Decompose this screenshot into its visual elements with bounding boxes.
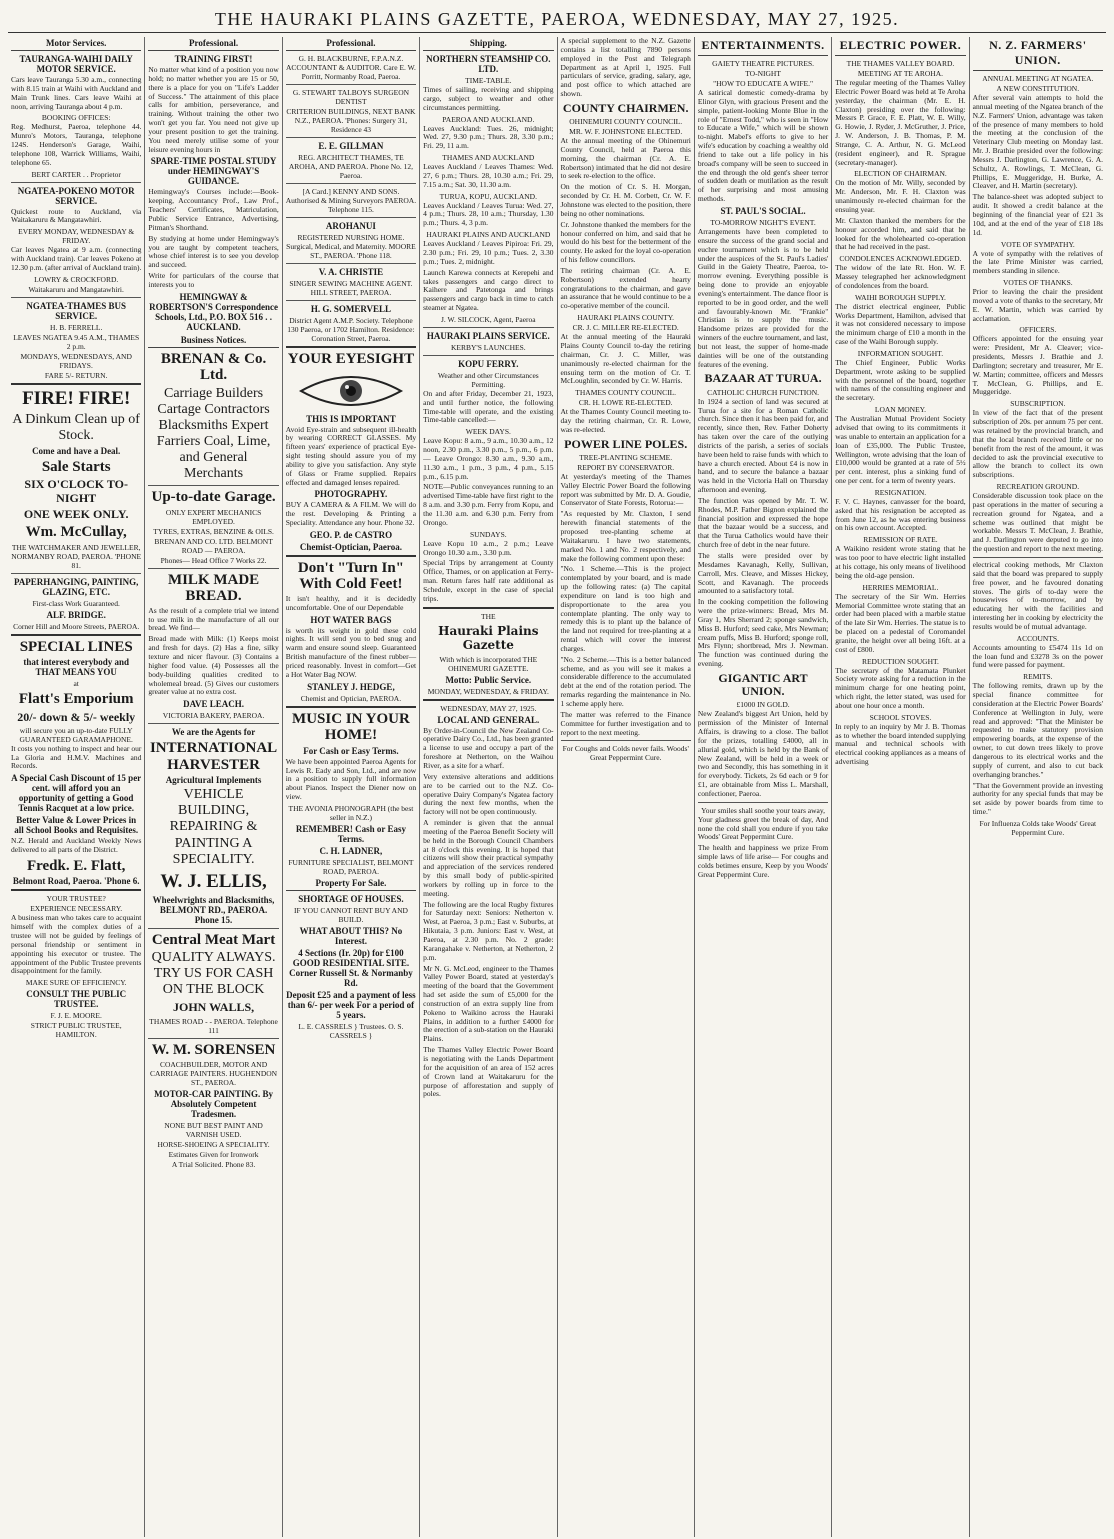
hp-county: HAURAKI PLAINS COUNTY. [577,313,675,323]
section-head-business: Business Notices. [148,334,278,348]
thanks-text: Prior to leaving the chair the president moved a vote of thanks to the secretary, Mr E. W. Martin, which was carried by acclamation. [972,287,1103,323]
local-text-2: Very extensive alterations and additions are to be carried out to the N.Z. Co-operative Dairy Company's Ngatea factory during the next few months, when the factory will not be open continuously. [423,771,554,817]
central-meat: Central Meat Mart [151,931,276,948]
gaiety: GAIETY THEATRE PICTURES. [712,59,814,68]
local-text-6: The Thames Valley Electric Power Board is negotiating with the Lands Department for the acquisition of an area of 152 acres of Crown land at Waitakaruru for the purpose of afforestation and supply of poles. [423,1045,554,1099]
hauraki-auckland: HAURAKI PLAINS AND AUCKLAND [426,230,551,240]
kopu-ferry: KOPU FERRY. [458,358,519,369]
spare-text: Hemingway's Courses include:—Book-keeping, Accountancy Prof., Law Prof., Teachers' Certificates, Matriculation, Public Service Entrance, Advertising, Pitman's Shorthand. [148,187,279,232]
resignation-text: F. V. C. Haynes, canvasser for the board, asked that his resignation be accepted as from June 12, as he was entering business on his own account. Accepted. [835,496,966,533]
turn-text: It isn't healthy, and it is decidedly uncomfortable. One of our Dependable [285,593,417,612]
kopu-text: On and after Friday, December 21, 1923, and until further notice, the following Time-table will operate, and the existing Time-table cancelled:— [423,388,554,425]
northern: NORTHERN STEAMSHIP CO. LTD. [426,54,551,74]
kopu-notice: NOTE—Public conveyances running to an advertised Time-table have first right to the 8 a.m. and 3.30 p.m. Ferry from Kopu, and the 11.30 a.m. and 6.30 p.m. Ferry from Orongo. [423,482,554,527]
gazette-sub: With which is incorporated THE OHINEMURI GAZETTE. [439,654,538,673]
loan: LOAN MONEY. [874,405,926,415]
hotwater-text: is worth its weight in gold these cold nights. It will send you to bed snug and warm and ensure sound sleep. Guaranteed British manufacture of the finest rubber—priced reasonably. Invest in comfort—Get a Hot Water Bag NOW. [285,625,417,679]
gazette-the: THE [481,611,496,621]
bazaar-text-4: In the cooking competition the following were the prize-winners: Bread, Mrs M. Gray 1, Mrs Sherrard 2; sponge sandwich, Miss B. Hurford; seed cake, Mrs Newman; cream puffs, Miss B. Hurford; sponge roll, Mrs Flynn; shortbread, Mrs J. Newman. The function was continued during the evening. [697,597,829,669]
ngatea-text: Quickest route to Auckland, via Waitakaruru & Mangatawhiri. [11,206,142,225]
meeting-text: The regular meeting of the Thames Valley Electric Power Board was held at Te Aroha yesterday, the chairman (Mr. E. H. Claxton) presiding over the following: Messrs P. Grace, F. E. Platt, W. E. Willy, G. Howie, J. Ryder, J. McGruther, J. Price, J. W. Anderson, J. B. Thomas, P. M. Strange, C. A. Arthur, N. G. McLeod (resident engineer), and R. Sprague (secretary-manager). [835,78,966,167]
deposit: Deposit £25 and a payment of less than 6/- per week For a period of 5 years. [286,989,416,1020]
tonight: TO-NIGHT [745,69,781,78]
blackburne: G. H. BLACKBURNE, F.P.A.N.Z. ACCOUNTANT & AUDITOR. Care E. W. Porritt, Normanby Road, Paeroa. [285,54,416,81]
tyres: TYRES, EXTRAS, BENZINE & OILS. [153,526,274,536]
meeting: MEETING AT TE AROHA. [857,69,943,78]
shortage: SHORTAGE OF HOUSES. [298,893,404,904]
stoves-text: In reply to an inquiry by Mr J. B. Thomas as to whether the board intended supplying manual and technical schools with electrical cooking appliances as a means of advertising [835,721,966,767]
local-text-5: Mr N. G. McLeod, engineer to the Thames Valley Power Board, stated at yesterday's meeting of the board that the Government had set aside the sum of £5,000 for the construction of an extra supply line from Pokeno to Waikino across the Hauraki Plains, in addition to a further £4000 for the erection of a sub-station on the Hauraki Plains. [423,963,554,1044]
annual-text: After several vain attempts to hold the annual meeting of the Ngatea branch of the N.Z. Farmers' Union, advantage was taken of the presence of many members to hold the meeting at the conclusion of the Veterinary Club meeting on Monday last. Mr. J. Brathie presided over the following: Messrs J. Darlington, G. Lawrence, G. A. Schultz, A. Rowlings, T. McClean, G. Phillips, E. Muggeridge, H. Burke, A. Cleaver, and H. Martin (secretary). [972,93,1103,191]
ohinemuri: OHINEMURI COUNTY COUNCIL. [569,117,683,127]
dinkum: A Dinkum Clean up of Stock. [12,411,140,443]
section-head-entertainments: ENTERTAINMENTS. [698,37,828,56]
prize: £1000 IN GOLD. [736,700,790,710]
column-8 [970,37,1106,1537]
power-text-4: "No. 2 Scheme.—This is a better balanced scheme, and as you will see it makes a considerable difference to the accumulated debt at the end of the rotation period. The remarks regarding the maintenance in No. 1 scheme apply here. [560,654,691,708]
walls-sub: THAMES ROAD - - PAEROA. Telephone 111 [149,1016,278,1035]
booking-text: Reg. Medhurst, Paeroa, telephone 44. Munro's Motors, Tauranga, telephone 124S. Henderson's Garage, Waihi, telephone 108, Warrick Williams, Waihi, telephone 65. [11,122,142,167]
kopu-times: Leave Kopu: 8 a.m., 9 a.m., 10.30 a.m., 12 noon, 2.30 p.m., 3.30 p.m., 5 p.m., 6 p.m. — Leave Orongo: 8.30 a.m., 9.30 a.m., 11.30 a.m., 1 p.m., 3 p.m., 4 p.m., 5.15 p.m., 6.15 p.m. [423,436,554,481]
paperhanging: PAPERHANGING, PAINTING, GLAZING, ETC. [13,576,139,597]
st-paul: ST. PAUL'S SOCIAL. [720,205,806,216]
milk-text: As the result of a complete trial we intend to use milk in the manufacture of all our bread. We find— [148,605,279,633]
power-text-3: "No. 1 Scheme.—This is the project contemplated by your board, and is made up the following rates: (a) The capital expenditure on land is too high and disproportionate to the area you contemplate planting. The only way to remedy this is to plant up the balance of the land not required for tree-planting at a rental which will cover the interest charges. [560,564,691,653]
section-head-property: Property For Sale. [286,877,416,891]
turn-in: Don't "Turn In" With Cold Feet! [297,559,405,593]
ha-times: Leaves Auckland / Leaves Pipiroa: Fri. 29, 2.30 p.m.; Fri. 29, 10 p.m.; Tues. 2, 3.30 p.m.; Tues. 2, midnight. [423,239,554,266]
column-2 [145,37,282,1537]
report: REPORT BY CONSERVATOR. [577,462,675,472]
remits-text: The following remits, drawn up by the special finance committee for consideration at the Electric Power Boards' Conference at Wellington in July, were read and approved: "That the Minister be requested to make statutory provision empowering boards, at the expense of the owner, to cut down trees likely to prove dangerous to its electrical works and the supply of current, and also to cut back overhanging branches." [972,681,1103,779]
smiles: Your smiles shall soothe your tears away, [701,805,826,815]
section-head-farmers: N. Z. FARMERS' UNION. [973,37,1103,71]
issue-date: WEDNESDAY, MAY 27, 1925. [440,703,537,713]
important-text: Avoid Eye-strain and subsequent ill-health by wearing CORRECT GLASSES. My fifteen years' experience of practical Eye-sight testing should assure you of my ability to give you satisfaction. Any style of Glass or Frame supplied. Repairs effected and damaged lenses repaired. [285,424,417,487]
hot-water: HOT WATER BAGS [310,614,392,625]
kopu-sub: Weather and other Circumstances Permitting. [437,370,539,389]
condolences-text: The widow of the late Rt. Hon. W. F. Massey telegraphed her acknowledgment of condolences from the board. [835,263,966,290]
electrical-text: electrical cooking methods, Mr Claxton said that the board was prepared to supply free power, and he favoured donating stoves. The girls of to-day were the housewives of to-morrow, and by educating her with the facilities and interesting her in cooking by electricity the results would be of mutual advantage. [972,559,1103,631]
remits: REMITS. [1023,672,1053,682]
turua-kopu: TURUA, KOPU, AUCKLAND. [439,191,537,201]
casstrels: L. E. CASSRELS } Trustees. O. S. CASSRELS } [298,1021,404,1040]
reduction-text: The secretary of the Matamata Plunket Society wrote asking for a reduction in the minimum charge for one heating point, which right, the letter stated, was used for about one hour once a month. [835,665,966,710]
important: THIS IS IMPORTANT [306,413,396,424]
mccullay: Wm. McCullay, [25,524,127,540]
subscription: SUBSCRIPTION. [1010,399,1066,409]
johnstone-text: At the annual meeting of the Ohinemuri County Council, held at Paeroa this morning, the chairman (Cr. A. E. Robertson) intimated that he did not desire to seek re-election to the office. [560,136,691,181]
launch: Launch Karewa connects at Kerepehi and takes passengers and cargo direct to Kaihere and Patetonga and brings passengers and cargo back in time to catch steamer at Ngatea. [423,267,554,313]
remission-text: A Waikino resident wrote stating that he was too poor to have electric light installed at his cottage, his only means of livelihood being the old-age pension. [835,544,966,580]
write-for: Write for particulars of the course that interests you to [148,271,279,289]
estimates: Estimates Given for Ironwork [168,1150,259,1160]
moore-sub: STRICT PUBLIC TRUSTEE, HAMILTON. [30,1021,122,1040]
officers: OFFICERS. [1019,325,1057,335]
special-at: at [73,679,79,688]
bus-times: LEAVES NGATEA 9.45 A.M., THAMES 2 p.m. [13,332,140,351]
what-about: WHAT ABOUT THIS? No Interest. [299,925,403,946]
flatt-emporium: Flatt's Emporium [18,691,134,707]
intro-text: A special supplement to the N.Z. Gazette contains a list totalling 7890 persons employed in the Post and Telegraph Department as at April 1, 1925. Full particulars of service, grading, salary, age, and post office to which attached are shown. [560,37,691,99]
paul-sub: TO-MORROW NIGHT'S EVENT. [710,217,816,227]
bus-fare: FARE 5/- RETURN. [44,370,108,380]
special-sub: that interest everybody and THAT MEANS YOU [23,657,129,677]
sun-times: Leave Kopu 10 a.m., 2 p.m.; Leave Orongo 10.30 a.m., 3.30 p.m. [423,538,554,557]
ngatea-days: EVERY MONDAY, WEDNESDAY & FRIDAY. [18,227,135,246]
experience: EXPERIENCE NECESSARY. [30,904,123,914]
trial: A Trial Solicited. Phone 83. [171,1160,256,1170]
shortage-text: IF YOU CANNOT RENT BUY AND BUILD. [293,905,408,924]
tauranga-text: Cars leave Tauranga 5.30 a.m., connecting with 8.15 train at Waihi with Auckland and Main Trunk lines. Cars leave Waihi at noon, arriving Tauranga about 4 p.m. [11,75,142,111]
special-trips: Special Trips by arrangement at County Office, Thames, or on application at Ferry-man. Return fares half rate additional as Schedule, except in the case of special trips. [423,558,554,603]
brenan: BRENAN & Co. Ltd. [160,350,267,384]
music-text: We have been appointed Paeroa Agents for Lewis R. Eady and Son, Ltd., and are now in a position to supply full information about Pianos. Inspect the Diener now on view. [285,756,417,802]
horse: HORSE-SHOEING A SPECIALITY. [157,1140,270,1150]
fredk-sub: Belmont Road, Paeroa. 'Phone 6. [12,876,140,887]
loan-text: The Australian Mutual Provident Society advised that owing to its commitments it was unable to entertain an application for a loan of £35,000. The Public Trustee, Wellington, wrote advising that the loan of £10,000 would be granted at a rate of 5½ per cent. interest, plus a sinking fund of one per cent. for a term of twenty years. [835,414,966,486]
local-text-1: By Order-in-Council the New Zealand Co-operative Dairy Co., Ltd., has been granted a license to use and occupy a part of the foreshore at Netherton, on the Waihou River, as a site for a wharf. [423,725,554,770]
mccullay-sub: THE WATCHMAKER AND JEWELLER, NORMANBY ROAD, PAEROA. 'PHONE 81. [11,542,142,570]
masthead: THE HAURAKI PLAINS GAZETTE, PAEROA, WEDNESDAY, MAY 27, 1925. [8,6,1106,33]
castro-sub: Chemist-Optician, Paeroa. [299,541,402,552]
condolences: CONDOLENCES ACKNOWLEDGED. [839,254,962,264]
power-poles: POWER LINE POLES. [564,436,688,451]
column-5 [558,37,695,1537]
meat-text: QUALITY ALWAYS. TRY US FOR CASH ON THE BLOCK [151,950,276,998]
resignation: RESIGNATION. [874,487,927,497]
johnstone-text-2: On the motion of Cr. S. H. Morgan, seconded by Cr. H. M. Corbett, Cr. W. F. Johnstone was elected to the position, there being no other nominations. [560,182,691,218]
sympathy-text: A vote of sympathy with the relatives of the late Prime Minister was carried, members standing in silence. [972,248,1103,276]
column-4 [420,37,557,1537]
leach-sub: VICTORIA BAKERY, PAEROA. [162,711,265,721]
proprietor: BERT CARTER . . Proprietor [31,169,121,179]
castro: GEO. P. de CASTRO [309,529,393,540]
bus-title: NGATEA-THAMES BUS SERVICE. [26,300,126,321]
power-text-5: The matter was referred to the Finance Committee for further investigation and to report to the next meeting. [560,709,691,737]
coughs: For Coughs and Colds never fails. Woods' Great Peppermint Cure. [562,744,689,763]
one-week: ONE WEEK ONLY. [23,506,129,521]
dave-leach: DAVE LEACH. [183,699,244,710]
avonia: THE AVONIA PHONOGRAPH (the best seller in N.Z.) [288,803,414,822]
election-text: On the motion of Mr. Willy, seconded by Mr. Anderson, Mr. F. H. Claxton was unanimously re-elected chairman for the ensuing year. [835,178,966,214]
johnstone: MR. W. F. JOHNSTONE ELECTED. [569,127,683,137]
waihi: WAIHI BOROUGH SUPPLY. [854,292,946,302]
talboys: G. STEWART TALBOYS SURGEON DENTIST [292,88,410,106]
vehicle: VEHICLE BUILDING, REPAIRING & PAINTING A SPECIALITY. [169,787,258,867]
training-text: No matter what kind of a position you now hold; no matter whether you are 15 or 50, there is a place for you on "Life's Ladder of Success." The attainment of this place calls for ambition, perseverance, and training. Without training the other two won't get you far. You need not give up your present position to get the training. You need merely utilise some of your leisure evening hours in [148,65,279,154]
nz-herald: N.Z. Herald and Auckland Weekly News delivered to all parts of the District. [11,836,142,855]
wife-text: A satirical domestic comedy-drama by Elinor Glyn, with gracious Present and the simple, patient-looking Monte Blue in the role of "Ernest Todd," who is seen in "How to Educate a Wife," which will be shown to-night. Mabel's efforts to give to her wife's education by coaching a wealthy old friend to take out a life policy in his broad's company will be seen to succeed in the end through the old gent's sheer terror of sudden death or mutilation as the result of her surprising and most amusing methods. [697,88,829,204]
bus-days: MONDAYS, WEDNESDAYS, AND FRIDAYS. [20,351,132,370]
miller: CR. J. C. MILLER RE-ELECTED. [572,323,679,333]
fredk-flatt: Fredk. E. Flatt, [26,857,126,874]
johnstone-text-3: Cr. Johnstone thanked the members for the honour conferred on him, and said that he would do his best for the betterment of the county. He asked for the loyal co-operation of his fellow councillors. [560,219,691,265]
remember: REMEMBER! Cash or Easy Terms. [295,823,406,844]
column-3 [283,37,420,1537]
bridge-sub: Corner Hill and Moore Streets, PAEROA. [13,621,140,631]
your-eyesight: YOUR EYESIGHT [287,351,415,367]
bazaar-text-2: The function was opened by Mr. T. W. Rhodes, M.P. Father Bignon explained the financial position and expressed the hope that the bazaar would be a success, and that the Turua Catholics would have their church free of debt in the near future. [697,495,829,550]
discount: A Special Cash Discount of 15 per cent. will afford you an opportunity of getting a Good Tennis Racquet at a low price. [11,773,142,814]
photo-text: BUY A CAMERA & A FILM. We will do the rest. Developing & Printing a Speciality. Attendance any hour. Phone 32. [285,500,417,528]
johnstone-text-4: The retiring chairman (Cr. A. E. Robertson) extended hearty congratulations to the chairman, and gave an assurance that he would continue to be a co-operative member of the council. [560,265,691,311]
music-home: MUSIC IN YOUR HOME! [292,710,410,744]
harvester: INTERNATIONAL HARVESTER [149,740,278,773]
sundays: SUNDAYS. [470,529,507,539]
ladner: C. H. LADNER, [319,845,383,856]
tree-planting: TREE-PLANTING SCHEME. [579,452,673,462]
catholic: CATHOLIC CHURCH FUNCTION. [707,387,819,397]
gram-text: It costs you nothing to inspect and hear our La Gloria and H.M.V. Machines and Records. [11,743,142,771]
section-head-shipping: Shipping. [423,37,553,51]
kerby: KERBY'S LAUNCHES. [450,342,526,352]
sympathy: VOTE OF SYMPATHY. [1000,239,1075,249]
publish-days: MONDAY, WEDNESDAY, & FRIDAY. [427,686,549,696]
influenza: For Influenza Colds take Woods' Great Peppermint Cure. [979,818,1097,837]
bus-owner: H. B. FERRELL. [50,322,103,332]
arohanui-sub: REGISTERED NURSING HOME. Surgical, Medical, and Maternity. MOORE ST., PAEROA. 'Phone 118. [286,233,416,260]
lowry: LOWRY & CROCKFORD. [34,274,119,284]
recreation: RECREATION GROUND. [996,482,1080,492]
section-head-professional-2: Professional. [286,37,416,51]
hps: HAURAKI PLAINS SERVICE. [426,330,550,341]
milk-points: Bread made with Milk: (1) Keeps moist and fresh for days. (2) Has a fine, silky texture and nicer flavour. (3) Contains a higher food value. (4) Possesses all the body-building qualities credited to wholemeal bread. (5) Gives our customers greater value at no extra cost. [148,634,279,697]
moore: F. J. E. MOORE. [50,1011,102,1021]
phones: Phones— Head Office 7 Works 22. [160,555,267,565]
motto: Motto: Public Service. [445,674,532,685]
election: ELECTION OF CHAIRMAN. [854,169,947,179]
photography: PHOTOGRAPHY. [314,489,388,500]
section-head-professional: Professional. [148,37,278,51]
column-7 [832,37,969,1537]
bazaar: BAZAAR AT TURUA. [704,371,822,386]
harvester-sub: Agricultural Implements [165,775,262,786]
ladner-sub: FURNITURE SPECIALIST, BELMONT ROAD, PAEROA. [288,857,414,876]
lowry-sub: Waitakaruru and Mangatawhiri. [28,284,124,294]
spare-text-2: By studying at home under Hemingway's you are taught by competent teachers, whose chief interest is to see you develop and succeed. [148,233,279,270]
timetable: TIME-TABLE. [465,76,512,85]
election-text-2: Mr. Claxton thanked the members for the honour accorded him, and said that he looked for the wholehearted co-operation that he had received in the past. [835,215,966,252]
sorensen-sub: COACHBUILDER, MOTOR AND CARRIAGE PAINTERS. HUGHENDON ST., PAEROA. [150,1060,278,1088]
reduction: REDUCTION SOUGHT. [861,656,939,666]
accounts: ACCOUNTS. [1016,633,1059,643]
thanks: VOTES OF THANKS. [1002,278,1073,288]
hemingway: HEMINGWAY & ROBERTSON'S Correspondence Schools, Ltd., P.O. BOX 516 . . AUCKLAND. [149,291,278,332]
hedge: STANLEY J. HEDGE, [307,681,395,692]
eye-illustration-icon [296,371,406,411]
somervell-sub: District Agent A.M.P. Society. Telephone 130 Paeroa, or 1702 Hamilton. Residence: Coronation Street, Paeroa. [287,316,415,343]
garage: Up-to-date Garage. [151,489,276,506]
school-stoves: SCHOOL STOVES. [869,712,932,722]
kenny: [A Card.] KENNY AND SONS. Authorised & Mining Surveyors PAEROA. Telephone 115. [285,187,417,214]
section-head-electric: ELECTRIC POWER. [835,37,965,56]
annual: ANNUAL MEETING AT NGATEA. [982,74,1094,83]
ellis-sub: Wheelwrights and Blacksmiths, BELMONT RD., PAEROA. Phone 15. [152,894,275,925]
agents-for: We are the Agents for [171,727,256,738]
special-lines: SPECIAL LINES [19,638,133,655]
section-head-motor: Motor Services. [11,37,141,51]
christie: V. A. CHRISTIE [318,267,384,277]
info: INFORMATION SOUGHT. [857,348,944,358]
garage-text: ONLY EXPERT MECHANICS EMPLOYED. [165,507,262,526]
info-text: The Chief Engineer, Public Works Department, wrote asking to be supplied with the personnel of the board, together with names of the consulting engineer and the secretary. [835,357,966,403]
brenan-2: BRENAN AND CO. LTD. BELMONT ROAD — PAEROA. [154,536,273,555]
talboys-sub: CRITERION BUILDINGS, NEXT BANK N.Z., PAEROA. 'Phones: Surgery 31, Residence 43 [286,107,416,134]
alf-bridge: ALF. BRIDGE. [46,609,106,620]
balance-text: The balance-sheet was adopted subject to audit. It showed a credit balance at the beginning of the financial year of £21 3s 10d, and at the end of the year of £18 18s 1d. [972,192,1103,237]
recreation-text: Considerable discussion took place on the past operations in the matter of securing a recreation ground for Ngatea, and a scheme was outlined that might be workable. Messrs T. McClean, J. Brathie, and J. Darlington were deputed to go into the question and report to the next meeting. [972,491,1104,554]
tauranga-title: TAURANGA-WAIHI DAILY MOTOR SERVICE. [19,54,133,74]
gigantic-text: New Zealand's biggest Art Union, held by permission of the Minister of Internal Affairs, is drawing to a close. The ballot for the prizes, totalling £4000, all in allurial gold, which is held by the Bank of New Zealand, will be held in a week or two and Secondly, this has something in it for everybody. Tickets, 2s 6d each or 9 for £1, are obtainable from Miss L. Marshall, confectioner, Paeroa. [697,709,829,798]
paul-text: Arrangements have been completed to ensure the success of the grand social and euchre tournament which is to be held under the auspices of the St. Paul's Ladies' Guild in the Gaiety Theatre, Paeroa, to-morrow evening. Everything possible is being done to provide an enjoyable evening's entertainment. The dance floor is reported to be in good order, and the well and favourably-known Mr. "Frankie" Christian is to supply the music. Handsome prizes are provided for the winners of the euchre tournament, and last, but not least, the supper of home-made dainties will be one of the outstanding features of the evening. [697,226,829,369]
wife-title: "HOW TO EDUCATE A WIFE." [713,79,814,88]
constitution: A NEW CONSTITUTION. [996,84,1080,93]
weekdays: WEEK DAYS. [465,427,511,437]
officers-text: Officers appointed for the ensuing year were: President, Mr A. Cleaver; vice-presidents, Messrs J. Brathie and J. Darlington; secretary and treasurer, Mr E. W. Martin; committee, officers and Messrs T. McClean, G. Phillips, and E. Muggeridge. [972,334,1103,397]
efficiency: MAKE SURE OF EFFICIENCY. [25,978,127,988]
local-text-3: A reminder is given that the annual meeting of the Paeroa Benefit Society will be held in the Borough Council Chambers at 8 o'clock this evening. It is hoped that citizens will show their practical sympathy and appreciation of the services rendered by this small body of public-spirited workers by rolling up in force to the meeting. [423,818,554,898]
six-oclock: SIX O'CLOCK TO-NIGHT [24,477,128,505]
tt-text: Times of sailing, receiving and shipping cargo, subject to weather and other circumstances permitting. [423,85,554,112]
come-deal: Come and have a Deal. [32,445,121,456]
thames-county: THAMES COUNTY COUNCIL. [575,388,677,398]
ellis: W. J. ELLIS, [160,870,267,892]
herries-text: The secretary of the Sir Wm. Herries Memorial Committee wrote stating that an order had been placed with a marble statue of the late Sir Wm. Herries. The statue is to be placed on a pedestal of Coromandel granite, the height over all being 16ft. at a cost of £800. [835,591,966,654]
lowe: CR. H. LOWE RE-ELECTED. [578,398,673,408]
county-chairmen: COUNTY CHAIRMEN. [562,100,689,115]
miller-text: At the annual meeting of the Hauraki Plains County Council to-day the retiring chairman, Cr. J. C. Miller, was unanimously re-elected chairman for the ensuing term on the motion of Cr. T. McLoughlin, seconded by Cr. W. Harris. [560,332,691,386]
sorensen: W. M. SORENSEN [151,1041,276,1058]
column-6 [695,37,832,1537]
power-text: At yesterday's meeting of the Thames Valley Electric Power Board the following report was submitted by Mr. D. A. Goudie, Conservator of State Forests, Rotorua:— [560,471,691,508]
power-text-2: "As requested by Mr. Claxton, I send herewith financial statements of the proposed tree-planting scheme at Waitakaruru. I have two statements, marked No. 1 and No. 2 respectively, and make the following comment upon these: [560,509,691,563]
paper-sub: First-class Work Guaranteed. [32,598,120,608]
booking-head: BOOKING OFFICES: [41,113,111,123]
remits-text-2: "That the Government provide an investing authority for any special funds that may be set aside by power boards from time to time." [972,780,1103,817]
fire-heading: FIRE! FIRE! [22,387,131,409]
subscription-text: In view of the fact that of the present subscription of 20s. per annum 75 per cent. was retained by the provincial branch, and that the local branch received little or no benefit from the rest of the amount, it was decided to ask the provincial executive to allow the branch to collect its own subscriptions. [972,408,1103,480]
herries: HERRIES MEMORIAL. [862,582,939,592]
varnish: NONE BUT BEST PAINT AND VARNISH USED. [164,1121,263,1140]
spare-time: SPARE-TIME POSTAL STUDY under HEMINGWAY'S GUIDANCE. [150,156,277,187]
silcock: J. W. SILCOCK, Agent, Paeroa [441,314,536,324]
gillman: E. E. GILLMAN [318,141,384,151]
lowe-text: At the Thames County Council meeting to-day the retiring chairman, Cr. R. Lowe, was re-elected. [560,407,691,434]
bazaar-text-3: The stalls were presided over by Mesdames Kavanagh, Kelly, Sullivan, Carroll, Mrs. Cleave, and Misses Hickey, Scott, and Kavanagh. The proceeds amounted to a satisfactory total. [697,551,829,596]
gazette-title: Hauraki Plains Gazette [438,623,539,652]
ngatea-times: Car leaves Ngatea at 9 a.m. (connecting with Auckland train). Car leaves Pokeno at 12.30 p.m. (after arrival of Auckland train). [11,245,142,272]
smiles-text: Your gladness greet the break of day, And none the cold shall you endure if you take Woods' Great Peppermint Cure. [697,814,829,842]
turua-times: Leaves Auckland / Leaves Turua: Wed. 27, 4 p.m.; Thurs. 28, 10 a.m.; Thursday, 1.30 p.m.; Thurs. 4, 3 p.m. [423,200,554,228]
music-sub: For Cash or Easy Terms. [303,745,399,756]
accounts-text: Accounts amounting to £5474 11s 1d on the loan fund and £3278 3s on the power fund were passed for payment. [972,642,1103,670]
down-weekly: 20/- down & 5/- weekly [17,709,136,724]
sale-starts: Sale Starts [41,458,111,475]
ta-times: Leaves Auckland / Leaves Thames: Wed. 27, 6 p.m.; Thurs. 28, 10.30 a.m.; Fri. 29, 7.15 a.m.; Sat. 30, 11.30 a.m. [423,162,554,189]
somervell: H. G. SOMERVELL [310,304,392,314]
columns [8,37,1106,1537]
motorcar: MOTOR-CAR PAINTING. By Absolutely Competent Tradesmen. [154,1089,274,1120]
trustee-head: YOUR TRUSTEE? [46,894,106,904]
board: THE THAMES VALLEY BOARD. [846,59,955,68]
remission: REMISSION OF RATE. [863,535,938,545]
waihi-text: The district electrical engineer, Public Works Department, Hamilton, advised that it was not considered necessary to impose the minimum charge of £10 a month in the case of the Waihi Borough supply. [835,301,966,347]
consult: CONSULT THE PUBLIC TRUSTEE. [26,989,127,1010]
gigantic: GIGANTIC ART UNION. [718,670,808,699]
hedge-sub: Chemist and Optician, PAEROA. [300,693,402,703]
brenan-sub: Carriage Builders Cartage Contractors Blacksmiths Expert Farriers Coal, Lime, and General Merchants [156,385,271,482]
better-value: Better Value & Lower Prices in all School Books and Requisites. [14,815,139,836]
arohanui: AROHANUI [325,221,376,231]
local-text-4: The following are the local Rugby fixtures for Saturday next: Seniors: Netherton v. West, at Paeroa, 3 p.m.; East v. Suburbs, at Hikutaia, 3 p.m. Juniors: East v. West, at Paeroa, at 2.30 p.m. No. 2 grade: Karangahake v. Netherton, at Netherton, 2 p.m. [423,899,554,962]
john-walls: JOHN WALLS, [172,1000,255,1015]
health: The health and happiness we prize From simple laws of life arise— For coughs and colds betimes ensure, Keep by you Woods' Great Peppermint Cure. [697,843,829,879]
local-general: LOCAL AND GENERAL. [437,714,540,725]
column-1 [8,37,145,1537]
christie-sub: SINGER SEWING MACHINE AGENT. HILL STREET, PAEROA. [289,279,413,297]
milk-bread: MILK MADE BREAD. [167,571,260,605]
training-first: TRAINING FIRST! [174,54,253,64]
bazaar-text: In 1924 a section of land was secured at Turua for a site for a Roman Catholic church. Since then it has been paid for, and recently, since then, Rev. Father Doherty has taken over the care of the outlying districts of the parish, a series of socials have been held to raise funds with which to have a church erected. About £4 is now in hand, and to secure the balance a bazaar was held in the Victoria Hall on Thursday afternoon and evening. [697,396,829,495]
paeroa-auckland: PAEROA AND AUCKLAND. [442,114,535,124]
thames-auckland: THAMES AND AUCKLAND [442,153,535,163]
pa-times: Leaves Auckland: Tues. 26, midnight; Wed. 27, 9.30 p.m.; Thurs. 28, 3.30 p.m.; Fri. 29, 11 a.m. [423,123,554,151]
trustee-text: A business man who takes care to acquaint himself with the complex duties of a trustee will not be guided by feelings of personal friendship or sentiment in appointing his executor or trustee. The appointment of the Public Trustee prevents disappointment for the family. [11,913,142,976]
gillman-sub: REG. ARCHITECT THAMES, TE AROHA, AND PAEROA. Phone No. 12, Paeroa. [288,153,413,180]
down-sub: will secure you an up-to-date FULLY GUARANTEED GARAMAPHONE. [19,725,133,744]
sections: 4 Sections (Ir. 20p) for £100 GOOD RESIDENTIAL SITE. Corner Russell St. & Normanby Rd. [289,947,413,988]
ngatea-title: NGATEA-POKENO MOTOR SERVICE. [17,185,135,206]
